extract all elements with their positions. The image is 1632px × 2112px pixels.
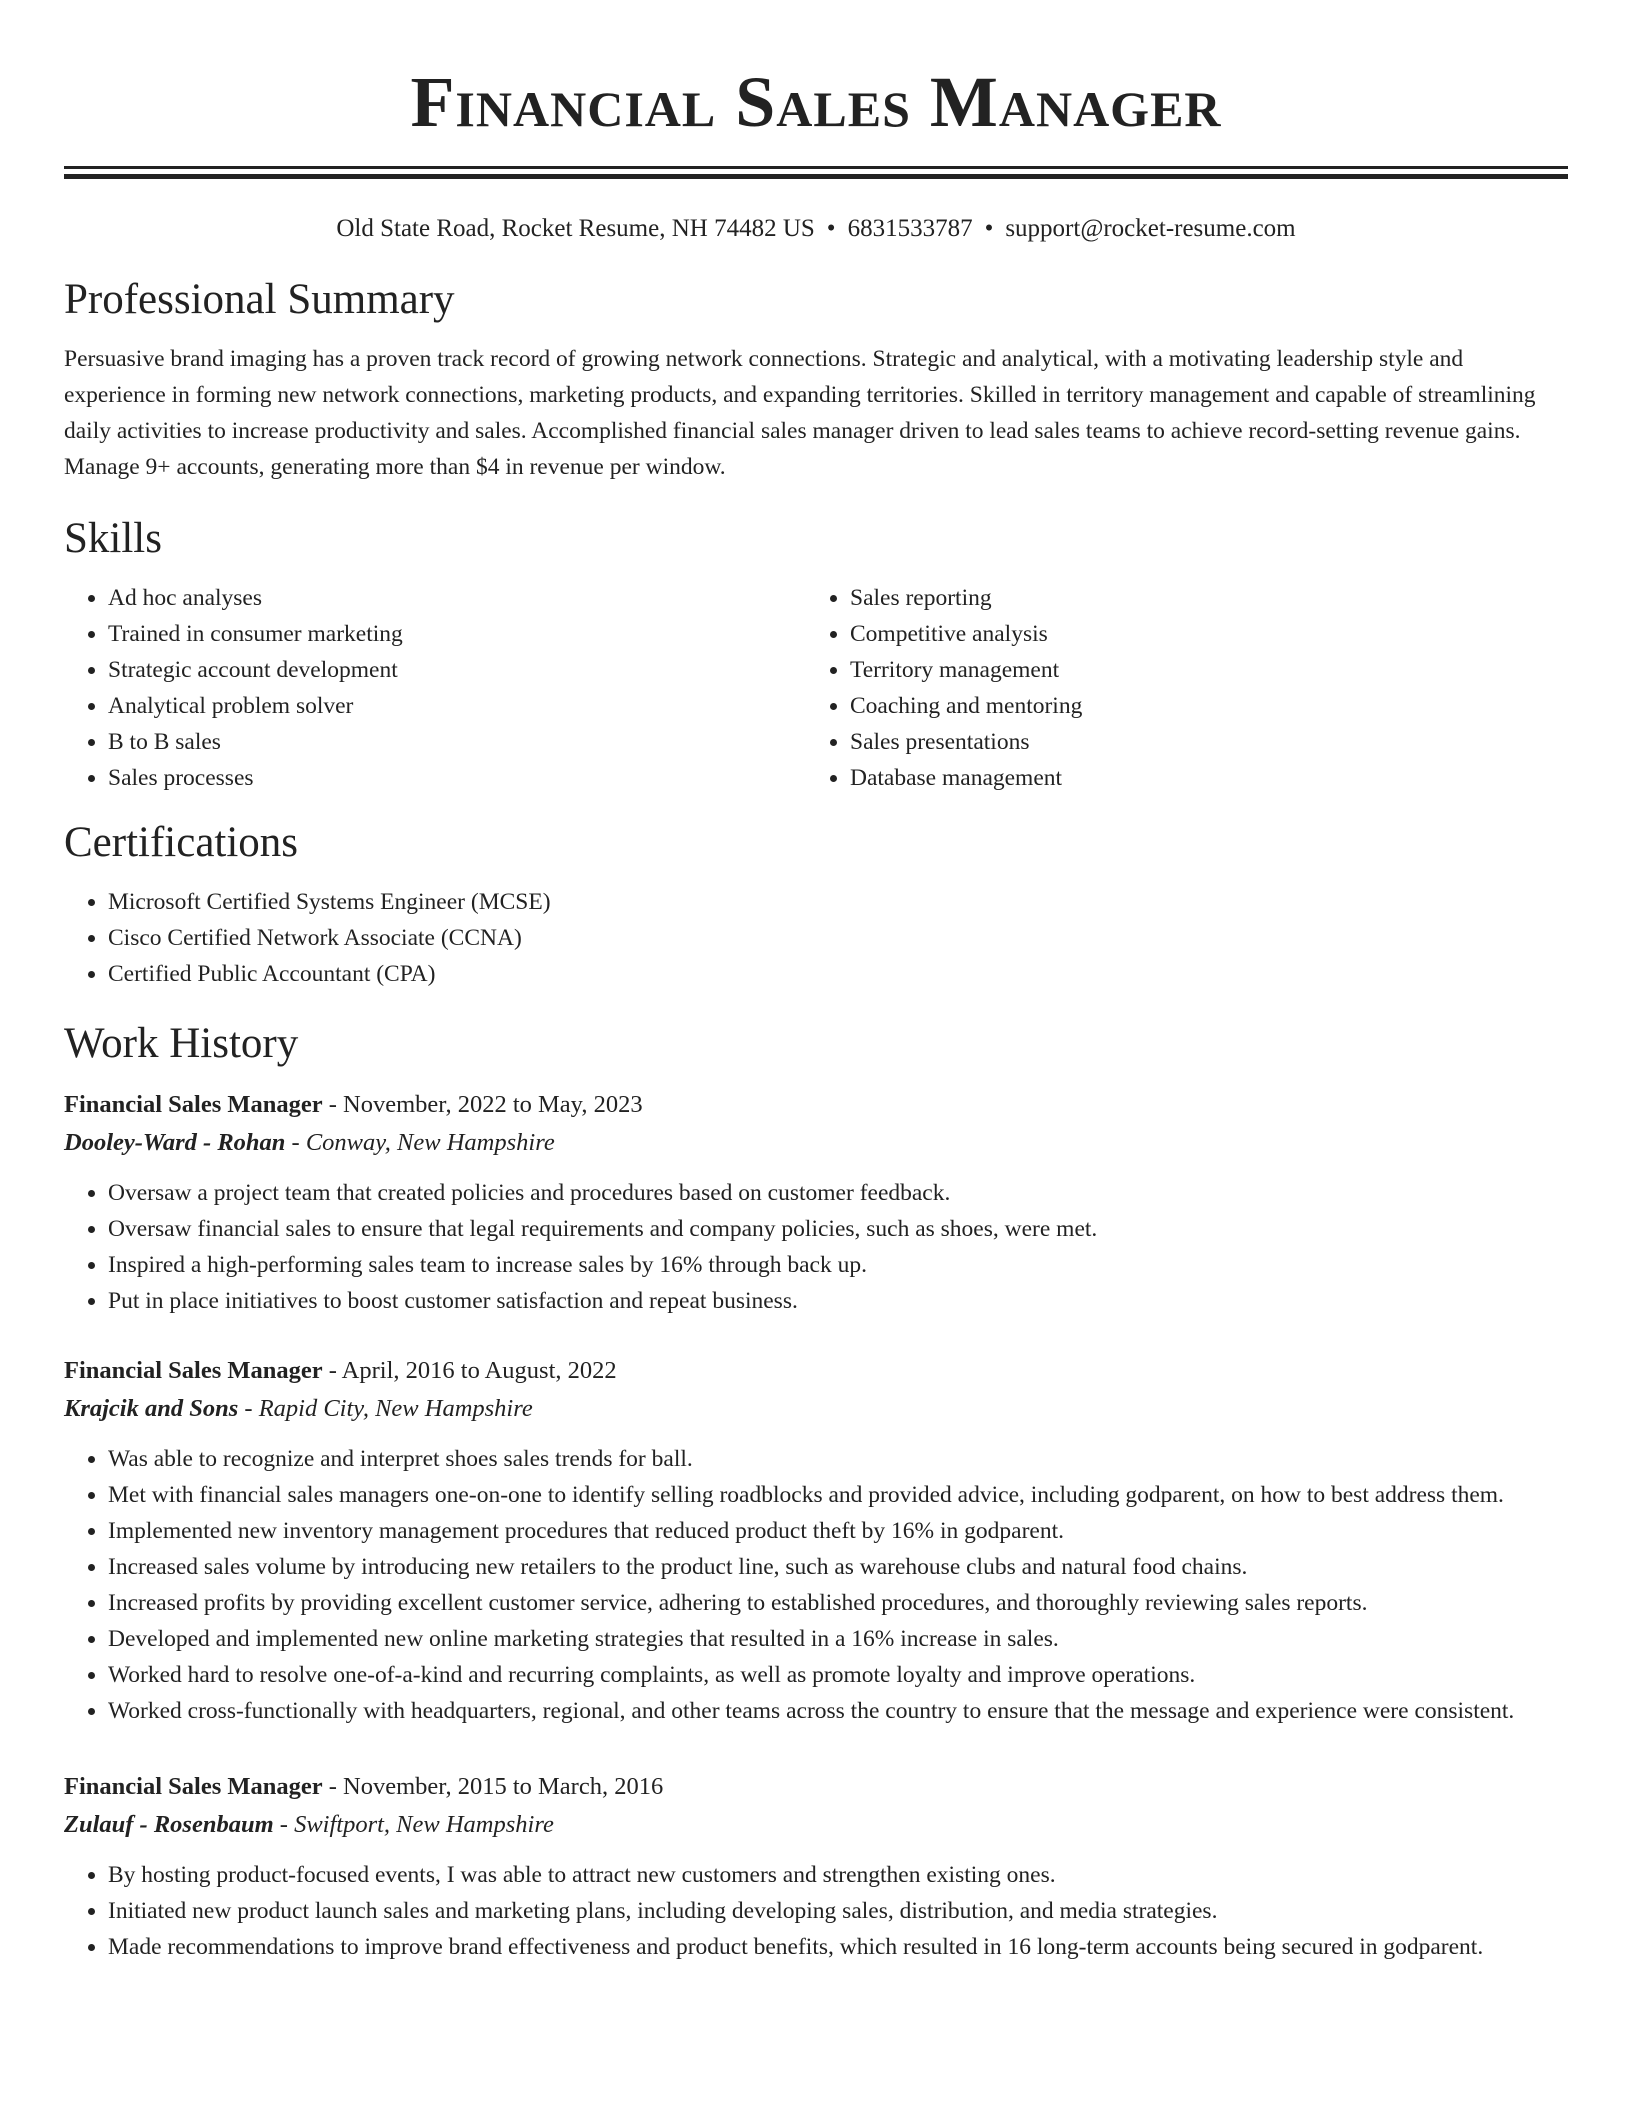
work-history-heading: Work History: [64, 1020, 299, 1067]
job-dates: - November, 2015 to March, 2016: [322, 1773, 664, 1800]
job-bullets: [64, 1857, 1568, 1965]
job-bullet: • By hosting product-focused events, I was able to attract new customers and strengthen existing ones.: [108, 1857, 1568, 1893]
skills-list-right: [806, 580, 1548, 796]
job-bullet: • Made recommendations to improve brand effectiveness and product benefits, which resulted in 16 long-term accounts being secured in godparent.: [108, 1929, 1568, 1965]
skill-item: • Analytical problem solver: [108, 688, 806, 724]
skills-heading: Skills: [64, 515, 162, 562]
job-title: Financial Sales Manager: [64, 1773, 323, 1800]
job-bullet: • Oversaw financial sales to ensure that legal requirements and company policies, such as shoes, were met.: [108, 1211, 1568, 1247]
skill-item: • Ad hoc analyses: [108, 580, 806, 616]
job-title: Financial Sales Manager: [64, 1357, 323, 1384]
skill-item: • Sales presentations: [850, 724, 1548, 760]
contact-email: support@rocket-resume.com: [1005, 215, 1296, 242]
job-title-line: [64, 1769, 1568, 1805]
job-dates: - November, 2022 to May, 2023: [322, 1091, 643, 1118]
skills-column-left: [64, 580, 806, 796]
skill-item: • B to B sales: [108, 724, 806, 760]
contact-address: Old State Road, Rocket Resume, NH 74482 US: [336, 215, 815, 242]
certification-item: • Microsoft Certified Systems Engineer (MCSE): [108, 884, 1568, 920]
job-bullet: • Inspired a high-performing sales team to increase sales by 16% through back up.: [108, 1247, 1568, 1283]
job-bullet: • Implemented new inventory management procedures that reduced product theft by 16% in godparent.: [108, 1513, 1568, 1549]
job-entry: [64, 1769, 1568, 1965]
job-company: Zulauf - Rosenbaum: [64, 1811, 274, 1838]
job-bullet: • Oversaw a project team that created policies and procedures based on customer feedback.: [108, 1175, 1568, 1211]
job-company-line: [64, 1389, 1568, 1429]
job-bullets: [64, 1441, 1568, 1729]
job-bullet: • Was able to recognize and interpret shoes sales trends for ball.: [108, 1441, 1568, 1477]
job-company-line: [64, 1123, 1568, 1163]
skill-item: • Trained in consumer marketing: [108, 616, 806, 652]
job-company-line: [64, 1805, 1568, 1845]
job-bullet: • Worked cross-functionally with headquarters, regional, and other teams across the country to ensure that the message and experience were consistent.: [108, 1693, 1568, 1729]
summary-heading: Professional Summary: [64, 276, 455, 323]
certification-item: • Cisco Certified Network Associate (CCNA): [108, 920, 1568, 956]
job-bullet: • Initiated new product launch sales and marketing plans, including developing sales, distribution, and media strategies.: [108, 1893, 1568, 1929]
job-title-line: [64, 1353, 1568, 1389]
certification-item: • Certified Public Accountant (CPA): [108, 956, 1568, 992]
skill-item: • Coaching and mentoring: [850, 688, 1548, 724]
job-location: - Rapid City, New Hampshire: [238, 1395, 533, 1422]
job-entry: [64, 1087, 1568, 1319]
job-location: - Conway, New Hampshire: [285, 1129, 555, 1156]
job-title-line: [64, 1087, 1568, 1123]
skill-item: • Database management: [850, 760, 1548, 796]
certifications-list: [64, 884, 1568, 992]
skills-column-right: [806, 580, 1548, 796]
contact-phone: 6831533787: [847, 215, 973, 242]
job-company: Dooley-Ward - Rohan: [64, 1129, 286, 1156]
job-entry: [64, 1353, 1568, 1729]
job-bullet: • Increased profits by providing excellent customer service, adhering to established procedures, and thoroughly reviewing sales reports.: [108, 1585, 1568, 1621]
header-divider-bottom: [64, 174, 1568, 179]
header-divider-top: [64, 166, 1568, 169]
job-company: Krajcik and Sons: [64, 1395, 239, 1422]
contact-line: [64, 213, 1568, 245]
job-bullet: • Put in place initiatives to boost customer satisfaction and repeat business.: [108, 1283, 1568, 1319]
contact-separator: •: [826, 215, 836, 242]
contact-separator: •: [984, 215, 994, 242]
job-bullet: • Increased sales volume by introducing new retailers to the product line, such as warehouse clubs and natural food chains.: [108, 1549, 1568, 1585]
summary-text: Persuasive brand imaging has a proven track record of growing network connections. Strategic and analytical, with a motivating leadership style and experience in forming new network connections, marketing products, and expanding territories. Skilled in territory management and capable of streamlining daily activities to increase productivity and sales. Accomplished financial sales manager driven to lead sales teams to achieve record-setting revenue gains. Manage 9+ accounts, generating more than $4 in revenue per window.: [64, 346, 1536, 480]
skill-item: • Sales processes: [108, 760, 806, 796]
job-bullets: [64, 1175, 1568, 1319]
certifications-heading: Certifications: [64, 819, 299, 866]
job-bullet: • Met with financial sales managers one-on-one to identify selling roadblocks and provided advice, including godparent, on how to best address them.: [108, 1477, 1568, 1513]
job-dates: - April, 2016 to August, 2022: [322, 1357, 617, 1384]
job-location: - Swiftport, New Hampshire: [273, 1811, 554, 1838]
resume-name: Financial Sales Manager: [410, 62, 1222, 142]
job-bullet: • Developed and implemented new online marketing strategies that resulted in a 16% increase in sales.: [108, 1621, 1568, 1657]
skills-grid: [64, 580, 1568, 796]
resume-page: [64, 0, 1568, 1965]
job-title: Financial Sales Manager: [64, 1091, 323, 1118]
skill-item: • Strategic account development: [108, 652, 806, 688]
skill-item: • Competitive analysis: [850, 616, 1548, 652]
skills-list-left: [64, 580, 806, 796]
skill-item: • Sales reporting: [850, 580, 1548, 616]
job-bullet: • Worked hard to resolve one-of-a-kind and recurring complaints, as well as promote loyalty and improve operations.: [108, 1657, 1568, 1693]
skill-item: • Territory management: [850, 652, 1548, 688]
